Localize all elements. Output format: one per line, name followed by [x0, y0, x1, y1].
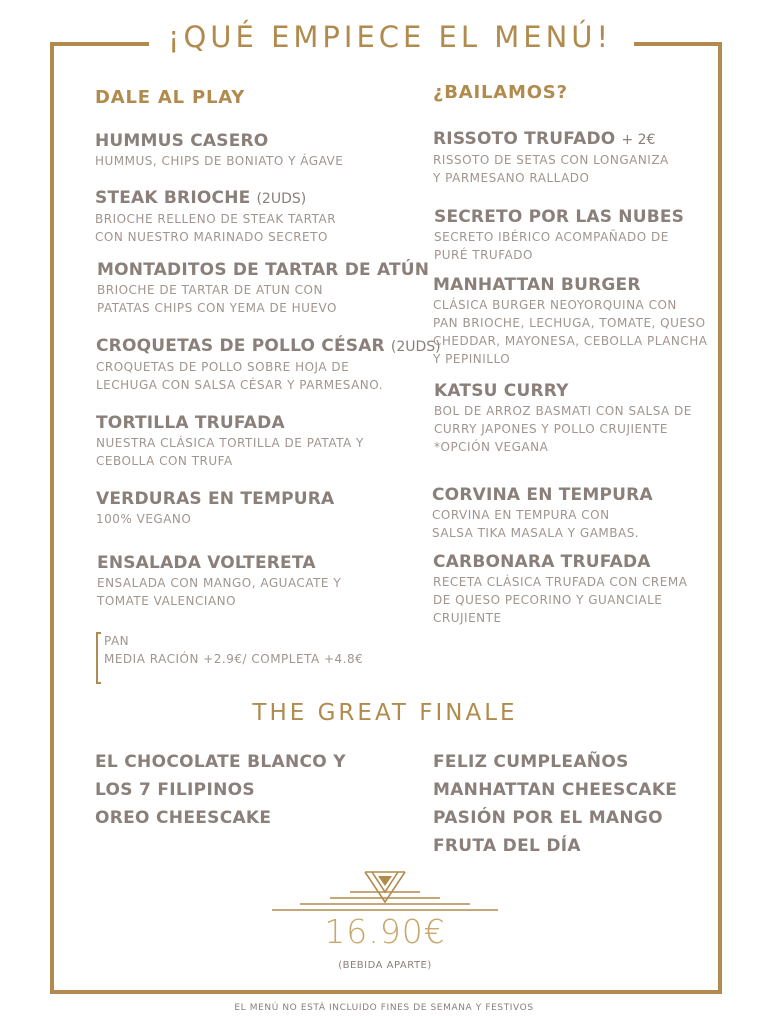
- item-description: RISSOTO DE SETAS CON LONGANIZA Y PARMESANO RALLADO: [433, 153, 669, 185]
- menu-item: [95, 188, 395, 246]
- menu-item: [433, 552, 733, 627]
- bread-label: PAN: [104, 634, 130, 648]
- item-portion: (2UDS): [256, 191, 307, 207]
- item-description: ENSALADA CON MANGO, AGUACATE Y TOMATE VALENCIANO: [97, 576, 342, 608]
- dessert-item: FELIZ CUMPLEAÑOS: [433, 752, 629, 772]
- item-name: RISSOTO TRUFADO + 2€: [433, 129, 656, 149]
- menu-item: [434, 207, 734, 264]
- dessert-item: LOS 7 FILIPINOS: [95, 780, 255, 800]
- menu-item: [96, 413, 396, 470]
- price-note: (BEBIDA APARTE): [338, 960, 432, 971]
- menu-item: [433, 275, 733, 368]
- footer-note: EL MENÚ NO ESTÁ INCLUIDO FINES DE SEMANA Y FESTIVOS: [234, 1003, 534, 1013]
- frame-top-left-border: [50, 42, 149, 46]
- item-name: STEAK BRIOCHE (2UDS): [95, 188, 307, 208]
- menu-item: [97, 553, 397, 610]
- item-name: SECRETO POR LAS NUBES: [434, 207, 685, 227]
- dessert-item: PASIÓN POR EL MANGO: [433, 808, 663, 828]
- item-description: CLÁSICA BURGER NEOYORQUINA CON PAN BRIOCHE, LECHUGA, TOMATE, QUESO CHEDDAR, MAYONESA, CEBOLLA PLANCHA Y PEPINILLO: [433, 298, 708, 366]
- item-description: BOL DE ARROZ BASMATI CON SALSA DE CURRY JAPONES Y POLLO CRUJIENTE *OPCIÓN VEGANA: [434, 404, 692, 454]
- item-name: HUMMUS CASERO: [95, 131, 269, 151]
- frame-top-right-border: [634, 42, 722, 46]
- menu-price: 16.90€: [324, 912, 446, 951]
- dessert-list-right: [433, 748, 677, 860]
- item-description: HUMMUS, CHIPS DE BONIATO Y ÁGAVE: [95, 154, 344, 168]
- frame-bottom-border: [50, 990, 722, 994]
- item-name: KATSU CURRY: [434, 381, 569, 401]
- bread-prices: MEDIA RACIÓN +2.9€/ COMPLETA +4.8€: [104, 652, 364, 666]
- menu-item: [433, 129, 733, 187]
- item-name: CORVINA EN TEMPURA: [432, 485, 653, 505]
- dessert-item: FRUTA DEL DÍA: [433, 836, 581, 856]
- dessert-list-left: [95, 748, 346, 832]
- item-surcharge: + 2€: [621, 132, 656, 148]
- item-description: RECETA CLÁSICA TRUFADA CON CREMA DE QUESO PECORINO Y GUANCIALE CRUJIENTE: [433, 575, 688, 625]
- section-heading-mains: ¿BAILAMOS?: [433, 82, 568, 103]
- item-name: ENSALADA VOLTERETA: [97, 553, 316, 573]
- menu-item: [97, 260, 430, 317]
- dessert-item: EL CHOCOLATE BLANCO Y: [95, 752, 346, 772]
- item-name: CROQUETAS DE POLLO CÉSAR (2UDS): [96, 336, 441, 356]
- item-description: CORVINA EN TEMPURA CON SALSA TIKA MASALA Y GAMBAS.: [432, 508, 640, 540]
- menu-item: [96, 489, 396, 528]
- item-description: 100% VEGANO: [96, 512, 192, 526]
- item-name: TORTILLA TRUFADA: [96, 413, 285, 433]
- item-name: CARBONARA TRUFADA: [433, 552, 651, 572]
- menu-item: [96, 336, 441, 394]
- menu-item: [432, 485, 732, 542]
- bread-note: [96, 632, 424, 684]
- menu-item: [95, 131, 395, 170]
- item-description: SECRETO IBÉRICO ACOMPAÑADO DE PURÉ TRUFADO: [434, 230, 669, 262]
- frame-left-border: [50, 42, 54, 994]
- menu-item: [434, 381, 734, 456]
- item-name: VERDURAS EN TEMPURA: [96, 489, 335, 509]
- item-description: BRIOCHE RELLENO DE STEAK TARTAR CON NUESTRO MARINADO SECRETO: [95, 212, 337, 244]
- item-portion: (2UDS): [390, 339, 441, 355]
- dessert-item: OREO CHEESCAKE: [95, 808, 272, 828]
- section-heading-starters: DALE AL PLAY: [95, 87, 246, 108]
- item-description: CROQUETAS DE POLLO SOBRE HOJA DE LECHUGA CON SALSA CÉSAR Y PARMESANO.: [96, 360, 384, 392]
- item-name: MANHATTAN BURGER: [433, 275, 641, 295]
- item-description: BRIOCHE DE TARTAR DE ATUN CON PATATAS CHIPS CON YEMA DE HUEVO: [97, 283, 337, 315]
- dessert-item: MANHATTAN CHEESCAKE: [433, 780, 678, 800]
- item-description: NUESTRA CLÁSICA TORTILLA DE PATATA Y CEBOLLA CON TRUFA: [96, 436, 364, 468]
- finale-heading: THE GREAT FINALE: [252, 700, 518, 726]
- item-name: MONTADITOS DE TARTAR DE ATÚN: [97, 260, 430, 280]
- menu-title: ¡QUÉ EMPIECE EL MENÚ!: [167, 20, 613, 54]
